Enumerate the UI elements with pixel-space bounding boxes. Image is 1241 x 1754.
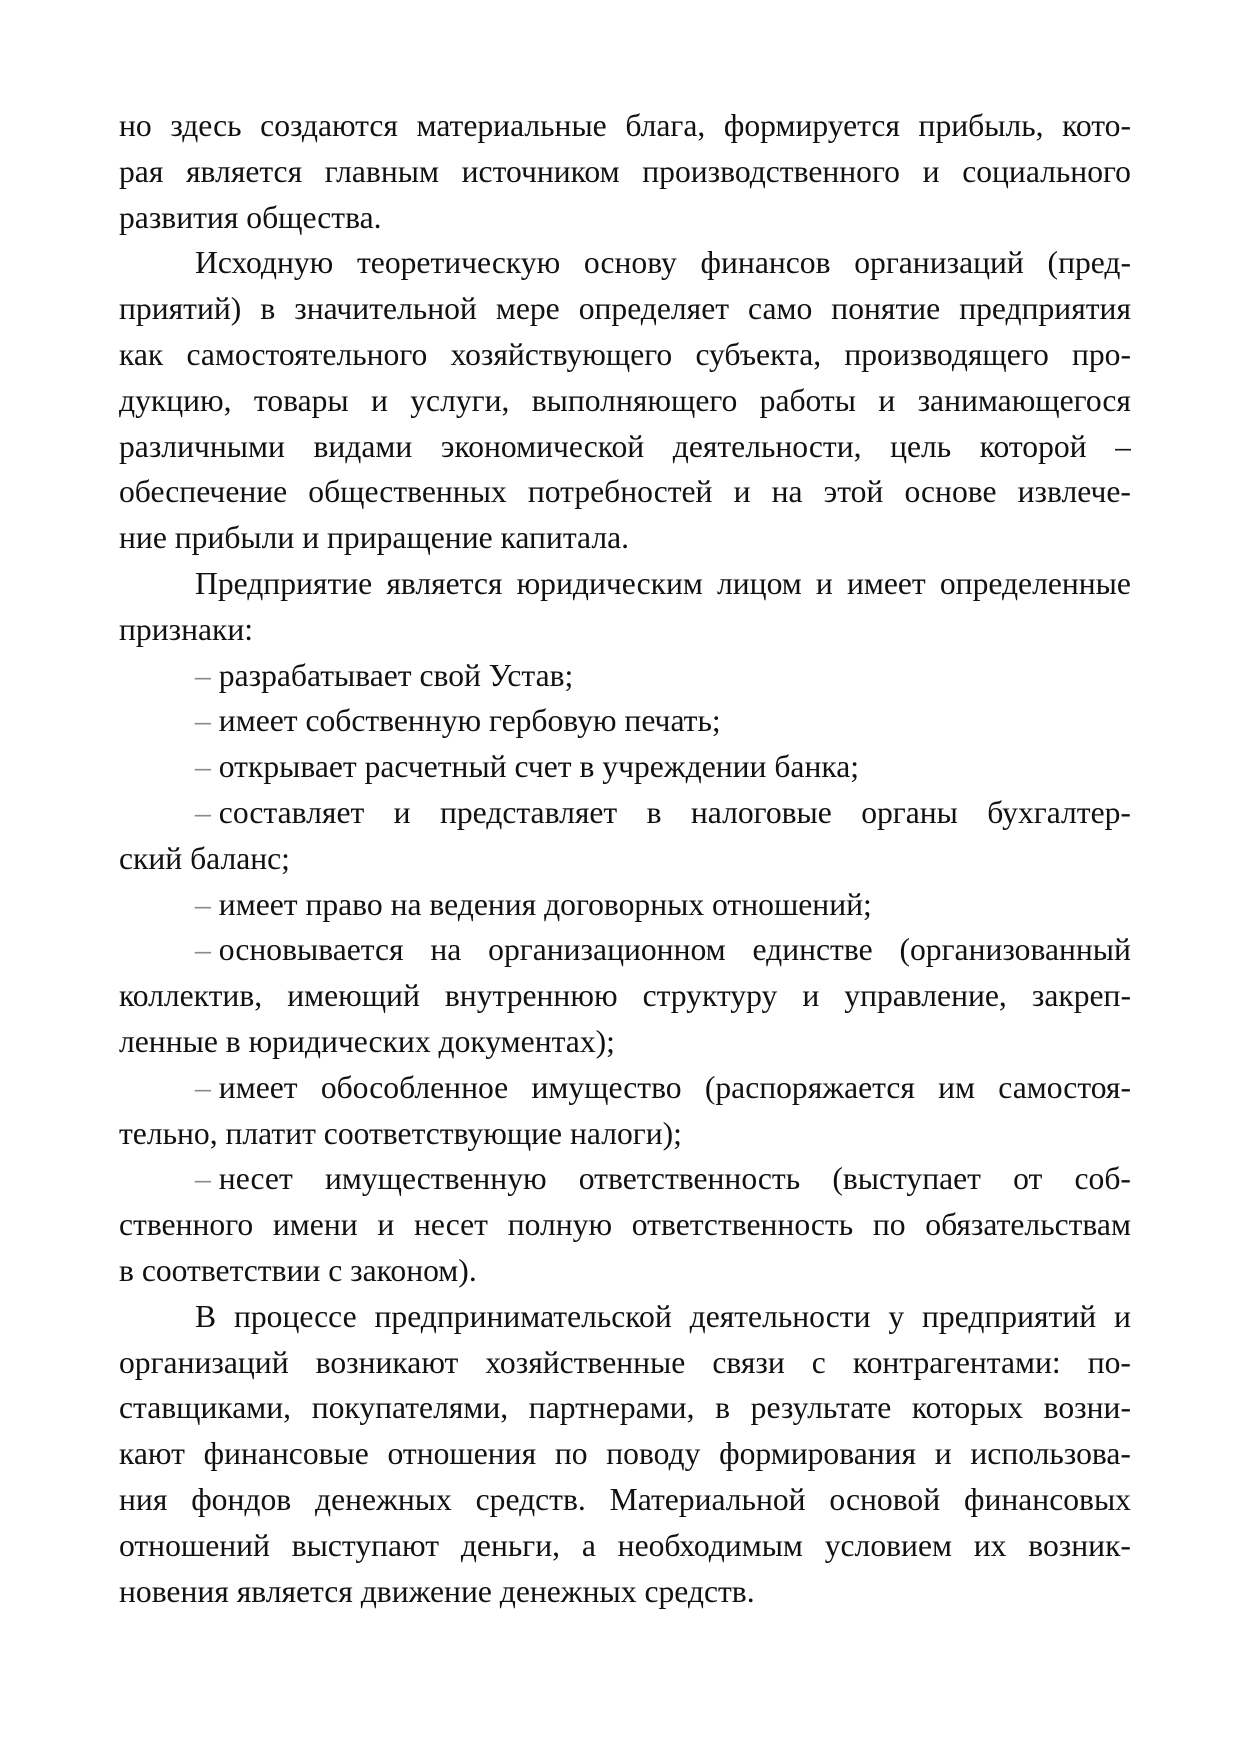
line-text: как самостоятельного хозяйствующего субъекта, производящего про- — [119, 336, 1131, 372]
line-text: Предприятие является юридическим лицом и имеет определенные — [195, 565, 1131, 601]
text-line: – открывает расчетный счет в учреждении банка; — [119, 744, 1131, 790]
list-dash-icon: – — [195, 1069, 211, 1105]
text-line — [119, 1156, 1131, 1202]
list-dash-icon: – — [195, 657, 211, 693]
text-line — [119, 103, 1131, 149]
text-line — [119, 1294, 1131, 1340]
text-line — [119, 378, 1131, 424]
document-page — [119, 103, 1131, 1614]
text-line — [119, 149, 1131, 195]
text-line — [119, 1431, 1131, 1477]
line-text: несет имущественную ответственность (выступает от соб- — [218, 1161, 1131, 1197]
list-dash-icon: – — [195, 794, 211, 830]
text-line — [119, 1065, 1131, 1111]
line-text: ставщиками, покупателями, партнерами, в результате которых возни- — [119, 1390, 1131, 1426]
text-line: ние прибыли и приращение капитала. — [119, 520, 630, 556]
text-line: признаки: — [119, 611, 254, 647]
list-dash-icon: – — [195, 932, 211, 968]
line-text: дукцию, товары и услуги, выполняющего работы и занимающегося — [119, 382, 1131, 418]
line-text: обеспечение общественных потребностей и на этой основе извлече- — [119, 474, 1131, 510]
text-line: развития общества. — [119, 199, 382, 235]
text-line: тельно, платит соответствующие налоги); — [119, 1115, 682, 1151]
line-text: коллектив, имеющий внутреннюю структуру и управление, закреп- — [119, 978, 1131, 1014]
text-line: – имеет собственную гербовую печать; — [119, 698, 1131, 744]
list-dash-icon: – — [195, 886, 211, 922]
text-line — [119, 240, 1131, 286]
text-line — [119, 1340, 1131, 1386]
text-line — [119, 790, 1131, 836]
text-line — [119, 424, 1131, 470]
list-dash-icon: – — [195, 749, 211, 785]
text-line — [119, 469, 1131, 515]
list-dash-icon: – — [195, 1161, 211, 1197]
line-text: составляет и представляет в налоговые органы бухгалтер- — [218, 794, 1131, 830]
text-line — [119, 973, 1131, 1019]
line-text: ственного имени и несет полную ответственность по обязательствам — [119, 1207, 1131, 1243]
line-text: приятий) в значительной мере определяет само понятие предприятия — [119, 291, 1131, 327]
text-line: ский баланс; — [119, 840, 290, 876]
line-text: организаций возникают хозяйственные связи с контрагентами: по- — [119, 1344, 1131, 1380]
list-dash-icon: – — [195, 703, 211, 739]
line-text: различными видами экономической деятельности, цель которой – — [119, 428, 1131, 464]
line-text: В процессе предпринимательской деятельности у предприятий и — [195, 1298, 1131, 1334]
line-text: основывается на организационном единстве (организованный — [218, 932, 1131, 968]
text-line: в соответствии с законом). — [119, 1252, 477, 1288]
text-line — [119, 1385, 1131, 1431]
text-line: новения является движение денежных средств. — [119, 1573, 755, 1609]
line-text: но здесь создаются материальные блага, формируется прибыль, кото- — [119, 108, 1131, 143]
text-line — [119, 1202, 1131, 1248]
text-line: – имеет право на ведения договорных отношений; — [119, 882, 1131, 928]
line-text: рая является главным источником производственного и социального — [119, 153, 1131, 189]
line-text: Исходную теоретическую основу финансов организаций (пред- — [195, 245, 1131, 281]
line-text: имеет обособленное имущество (распоряжается им самостоя- — [218, 1069, 1131, 1105]
text-line — [119, 561, 1131, 607]
text-line — [119, 1523, 1131, 1569]
text-line — [119, 1477, 1131, 1523]
line-text: ния фондов денежных средств. Материальной основой финансовых — [119, 1481, 1131, 1517]
text-line — [119, 286, 1131, 332]
text-line: – разрабатывает свой Устав; — [119, 653, 1131, 699]
text-line: ленные в юридических документах); — [119, 1023, 615, 1059]
text-line — [119, 927, 1131, 973]
line-text: отношений выступают деньги, а необходимым условием их возник- — [119, 1527, 1131, 1563]
text-line — [119, 332, 1131, 378]
line-text: кают финансовые отношения по поводу формирования и использова- — [119, 1436, 1131, 1472]
